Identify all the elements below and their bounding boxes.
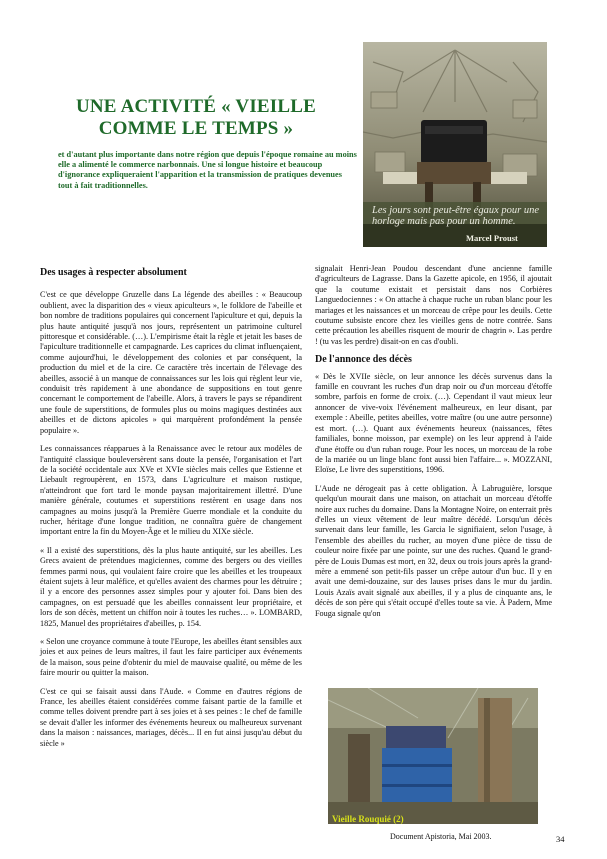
paragraph: « Il a existé des superstitions, dès la plus haute antiquité, sur les abeilles. Les Grecs avaient de prétendues magiciennes, comme des bergers ou des vieilles femmes parmi nous, qui voulaient faire croire que les abeilles et les troupeaux étaient sujets à leur maléfice, et qu'elles avaient des charmes pour les détruire ; il y a encore des personnes assez simples pour y ajouter foi. Dans bien des campagnes, on est persuadé que les abeilles connaissent leur propriétaire, et lors de son décès, mettent un chiffon noir à toutes les ruches… ». LOMBARD, 1825, Manuel des propriétaires d'abeilles, p. 154. [40,545,302,628]
page-number: 34 [556,834,565,844]
section-heading-usages: Des usages à respecter absolument [40,267,187,278]
title-line-2: COMME LE TEMPS » [98,118,294,139]
paragraph: « Dès le XVIIe siècle, on leur annonce les décès survenus dans la famille en couvrant les ruches d'un drap noir ou d'un morceau d'étoffe sombre, parfois en forme de croix. (…). Cependant il vaut mieux leur annoncer de vive-voix l'événement malheureux, en leur disant, par exemple : Abeille, petites abeilles, votre maître (ou une autre personne) est mort. (…). Quant aux événements heureux (naissances, fêtes familiales, bonne moisson, par exemple) on les leur apprend à l'aide d'une étoffe ou d'un ruban rouge. Pour les noces, un morceau de la robe de la mariée ou un linge blanc font aussi bien l'affaire... ». MOZZANI, Eloïse, Le livre des superstitions, 1996. [315,371,552,475]
paragraph: Les connaissances réapparues à la Renaissance avec le retour aux modèles de l'antiquité classique bouleversèrent sans doute la pensée, l'organisation et l'art de la société occidentale aux XVe et XVIe siècles mais celles que Estienne et Liebault regroupèrent, en 1573, dans L'agriculture et maison rustique, n'atteindront que fort tard le monde paysan majoritairement illettré. D'une manière générale, coutumes et superstitions restèrent en usage dans nos campagnes au moins jusqu'à la Première Guerre mondiale et la conduite du rucher, héritage d'une longue tradition, ne connaîtra guère de changement important entre la fin du Moyen-Âge et le milieu du XIXe siècle. [40,444,302,537]
photo-blue-hive [328,688,538,824]
title-line-1: UNE ACTIVITÉ « VIEILLE [75,96,317,117]
paragraph: C'est ce qui se faisait aussi dans l'Aude. « Comme en d'autres régions de France, les abeilles étaient considérées comme faisant partie de la famille et comme telles doivent prendre part à ses joies et à ses peines : le chef de famille se devait d'aller les informer des événements heureux ou malheureux survenant dans la maison : naissances, mariages, décès... Il en fut ainsi jusqu'au début du siècle » [40,686,302,748]
paragraph-intro: signalait Henri-Jean Poudou descendant d'une ancienne famille d'agriculteurs de Lagrasse. Dans la Gazette apicole, en 1956, il ajoutait que la coutume existait et persistait dans nos Corbières Languedociennes : « On attache à chaque ruche un ruban blanc pour les mariages et les naissances et un morceau de crêpe pour les deuils. Cette coutume subsiste encore chez les vieilles gens de notre contrée. Sans cette précaution les abeilles risquent de mourir de chagrin ». Las perdre ! (tu vas les perdre) disait-on en cas d'oubli. [315,264,552,346]
blue-hive-image [328,688,538,824]
quote-author: Marcel Proust [466,233,518,243]
paragraph: L'Aude ne dérogeait pas à cette obligation. À Labruguière, lorsque quelqu'un mourait dans une maison, on attachait un morceau d'étoffe noire aux ruches du domaine. Dans la Montagne Noire, on enterrait près d'elles un vieux vêtement de leur maître décédé. Lorsqu'un décès survenait dans leur famille, les Garcia le signifiaient, selon l'usage, à l'ensemble des abeilles du rucher, au moyen d'une pièce de tissu de couleur noire fixée par une pointe, sur une des ruches. Quand le grand-père de Louis Dumas est mort, en 32, deux ou trois jours après la grand-mère a emmené son petit-fils passer un crêpe autour d'un buc. Il y en avait une demi-douzaine, sur des lauses prises dans le mur du jardin. Louis Azaïs avait signalé aux abeilles, il y a plus de cinquante ans, le décès de son père qui s'était occupé d'elles toute sa vie. À Padern, Mme Fouga signale qu'on [315,483,552,618]
section-heading-deces: De l'annonce des décès [315,354,412,366]
subtitle: et d'autant plus importante dans notre région que depuis l'époque romaine au moins elle a alimenté le commerce narbonnais. Une si longue histoire et beaucoup d'ignorance expliqueraient l'apparition et la transmission de pratiques devenues tout à fait traditionnelles. [58,150,357,190]
paragraph: C'est ce que développe Gruzelle dans La légende des abeilles : « Beaucoup oublient, avec la disparition des « vieux apiculteurs », le folklore de l'abeille et bon nombre de traditions populaires qui concernent l'apiculture et qui, depuis la plus haute antiquité jusqu'à nos jours, représentent un patrimoine culturel pittoresque et considérable. (…). L'empirisme était la règle et jetait les bases de l'apiculture traditionnelle et campagnarde. Les caprices du climat influençaient, comme aujourd'hui, le développement des colonies et par conséquent, la production du miel et de la cire. Ce caractère très incertain de l'élevage des abeilles, associé à un manque de connaissances sur les lois qui règlent leur vie, conduisit très rapidement à une abondance de suppositions en tout genre concernant le comportement de l'abeille. Alors, à travers le pays se répandirent une foule de superstitions, de formules plus ou moins magiques destinées aux abeilles et de dictons apicoles » qui marquèrent profondément la pensée populaire ». [40,290,302,435]
left-column [40,268,302,757]
paragraph: « Selon une croyance commune à toute l'Europe, les abeilles étant sensibles aux joies et aux peines de leurs maîtres, il faut les faire participer aux événements de la maison, sous peine d'obtenir du miel de mauvaise qualité, ou même de les faire mourir ou quitter la maison. [40,637,302,678]
photo-caption: Vieille Rouquié (2) [332,814,404,824]
page-title [40,96,352,140]
photo-quote: Les jours sont peut-être égaux pour une horloge mais pas pour un homme. [372,205,540,227]
photo-source: Document Apistoria, Mai 2003. [390,832,492,841]
right-column [315,264,552,627]
